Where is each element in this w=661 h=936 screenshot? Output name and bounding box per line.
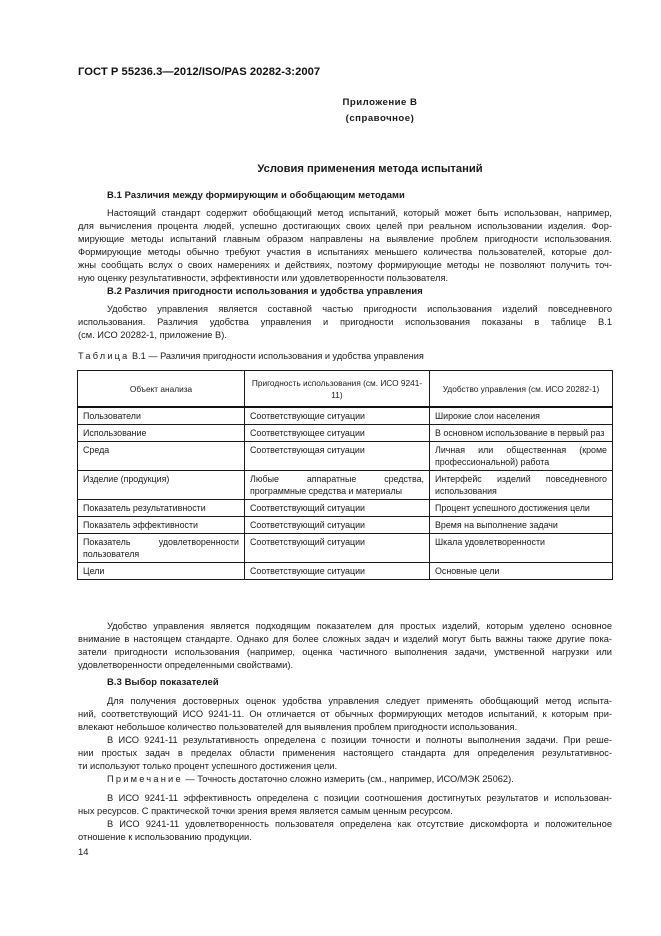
- section-heading-b2: В.2 Различия пригодности использования и удобства управления: [107, 285, 423, 296]
- text-line: Удобство управления является подходящим показателем для простых изделий, которым уделено основное: [107, 621, 612, 631]
- page-header: ГОСТ Р 55236.3—2012/ISO/PAS 20282-3:2007: [78, 66, 321, 78]
- section-heading-b3: В.3 Выбор показателей: [107, 676, 219, 687]
- table-row: [78, 471, 613, 500]
- table-cell: Цели: [78, 563, 245, 580]
- paragraph-after-table: [78, 620, 612, 672]
- text-line: ний, соответствующий ИСО 9241-11. Он отличается от обычных формирующих методов испытаний, к которым при-: [78, 709, 612, 719]
- column-header: Объект анализа: [78, 371, 245, 408]
- text-line: затели пригодности использования (например, оценка частичного выполнения задачи, умственной нагрузки или: [78, 647, 612, 657]
- table-cell: Соответствующие ситуации: [245, 563, 430, 580]
- text-line: В ИСО 9241-11 удовлетворенность пользователя определена как отсутствие дискомфорта и положительное: [107, 819, 612, 829]
- table-cell: Процент успешного достижения цели: [430, 500, 613, 517]
- table-cell: Личная или общественная (кроме профессиональной) работа: [430, 442, 613, 471]
- annex-label: Приложение В: [342, 97, 418, 108]
- paragraph-b2: [78, 303, 612, 342]
- text-line: ных ресурсов. С практической точки зрения время является самым ценным ресурсом.: [78, 806, 453, 816]
- table-cell: Время на выполнение задачи: [430, 517, 613, 534]
- text-line: (см. ИСО 20282-1, приложение В).: [78, 330, 227, 340]
- table-cell: Среда: [78, 442, 245, 471]
- table-cell: Изделие (продукция): [78, 471, 245, 500]
- table-cell: Шкала удовлетворенности: [430, 534, 613, 563]
- table-cell: Любые аппаратные средства, программные средства и материалы: [245, 471, 430, 500]
- note: [78, 773, 612, 786]
- paragraph-b1: [78, 207, 612, 285]
- text-line: для вычисления процента людей, успешно достигающих своих целей при реальном использовании изделия. Фор-: [78, 221, 612, 231]
- text-line: использования. Различия удобства управления и пригодности использования показаны в таблице В.1: [78, 317, 612, 327]
- table-cell: Интерфейс изделий повседневного использования: [430, 471, 613, 500]
- text-line: влекают небольшое количество пользователей для выявления проблем пригодности использования.: [78, 722, 518, 732]
- annex-type: (справочное): [345, 113, 415, 124]
- table-cell: Пользователи: [78, 407, 245, 425]
- table-cell: Использование: [78, 425, 245, 442]
- comparison-table: [77, 370, 613, 580]
- table-cell: Соответствующий ситуации: [245, 517, 430, 534]
- table-row: [78, 425, 613, 442]
- text-line: отношение к использованию продукции.: [78, 832, 252, 842]
- paragraph-b3: [78, 695, 612, 773]
- text-line: Формирующие методы обычно требуют участия в испытаниях меньшего количества пользователей, которые дол-: [78, 247, 612, 257]
- table-row: [78, 500, 613, 517]
- text-line: В ИСО 9241-11 результативность определена с позиции точности и полноты выполнения задачи. При реше-: [107, 735, 612, 745]
- table-row: [78, 517, 613, 534]
- table-row: [78, 442, 613, 471]
- table-cell: Широкие слои населения: [430, 407, 613, 425]
- table-row: [78, 407, 613, 425]
- page-number: 14: [78, 846, 89, 857]
- table-cell: Соответствующая ситуации: [245, 442, 430, 471]
- table-cell: Соответствующее ситуации: [245, 425, 430, 442]
- note-text: — Точность достаточно сложно измерить (см., например, ИСО/МЭК 25062).: [182, 774, 514, 784]
- table-cell: Показатель результативности: [78, 500, 245, 517]
- text-line: Настоящий стандарт содержит обобщающий метод испытаний, который может быть использован, например,: [107, 208, 612, 218]
- table-caption-text: В.1 — Различия пригодности использования и удобства управления: [129, 351, 424, 361]
- paragraph-b3-cont: [78, 792, 612, 844]
- table-cell: Соответствующий ситуации: [245, 534, 430, 563]
- section-heading-b1: В.1 Различия между формирующим и обобщающим методами: [107, 189, 405, 200]
- text-line: В ИСО 9241-11 эффективность определена с позиции соотношения достигнутых результатов и использован-: [107, 793, 612, 803]
- table-caption-label: Таблица: [78, 351, 130, 361]
- table-row: [78, 563, 613, 580]
- text-line: нии простых задач в пределах области применения настоящего стандарта для определения результативнос-: [78, 748, 612, 758]
- table-cell: Показатель удовлетворенности пользователя: [78, 534, 245, 563]
- text-line: жны сообщать вслух о своих намерениях и действиях, поэтому формирующие методы не позволяют получить точ-: [78, 260, 612, 270]
- text-line: ную оценку результативности, эффективности или удовлетворенности пользователя.: [78, 273, 449, 283]
- note-line: [78, 773, 612, 786]
- table-cell: Основные цели: [430, 563, 613, 580]
- table-cell: Соответствующие ситуации: [245, 407, 430, 425]
- text-line: Удобство управления является составной частью пригодности использования изделий повседневного: [107, 304, 612, 314]
- table-cell: Соответствующий ситуации: [245, 500, 430, 517]
- text-line: удовлетворенности определенными свойствами).: [78, 660, 294, 670]
- text-line: внимание в настоящем стандарте. Однако для более сложных задач и изделий могут быть важны также другие пока-: [78, 634, 612, 644]
- text-line: Для получения достоверных оценок удобства управления следует применять обобщающий метод испыта-: [107, 696, 612, 706]
- text-line: мирующие методы испытаний главным образом направлены на выявление проблем пригодности использования.: [78, 234, 612, 244]
- column-header: Пригодность использования (см. ИСО 9241-11): [245, 371, 430, 408]
- table-caption: [78, 351, 424, 361]
- table-row: [78, 534, 613, 563]
- note-label: Примечание: [107, 774, 183, 784]
- column-header: Удобство управления (см. ИСО 20282-1): [430, 371, 613, 408]
- table-cell: Показатель эффективности: [78, 517, 245, 534]
- table-header-row: [78, 371, 613, 408]
- table-cell: В основном использование в первый раз: [430, 425, 613, 442]
- page-title: Условия применения метода испытаний: [257, 163, 483, 175]
- text-line: ти используют только процент успешного достижения цели.: [78, 761, 338, 771]
